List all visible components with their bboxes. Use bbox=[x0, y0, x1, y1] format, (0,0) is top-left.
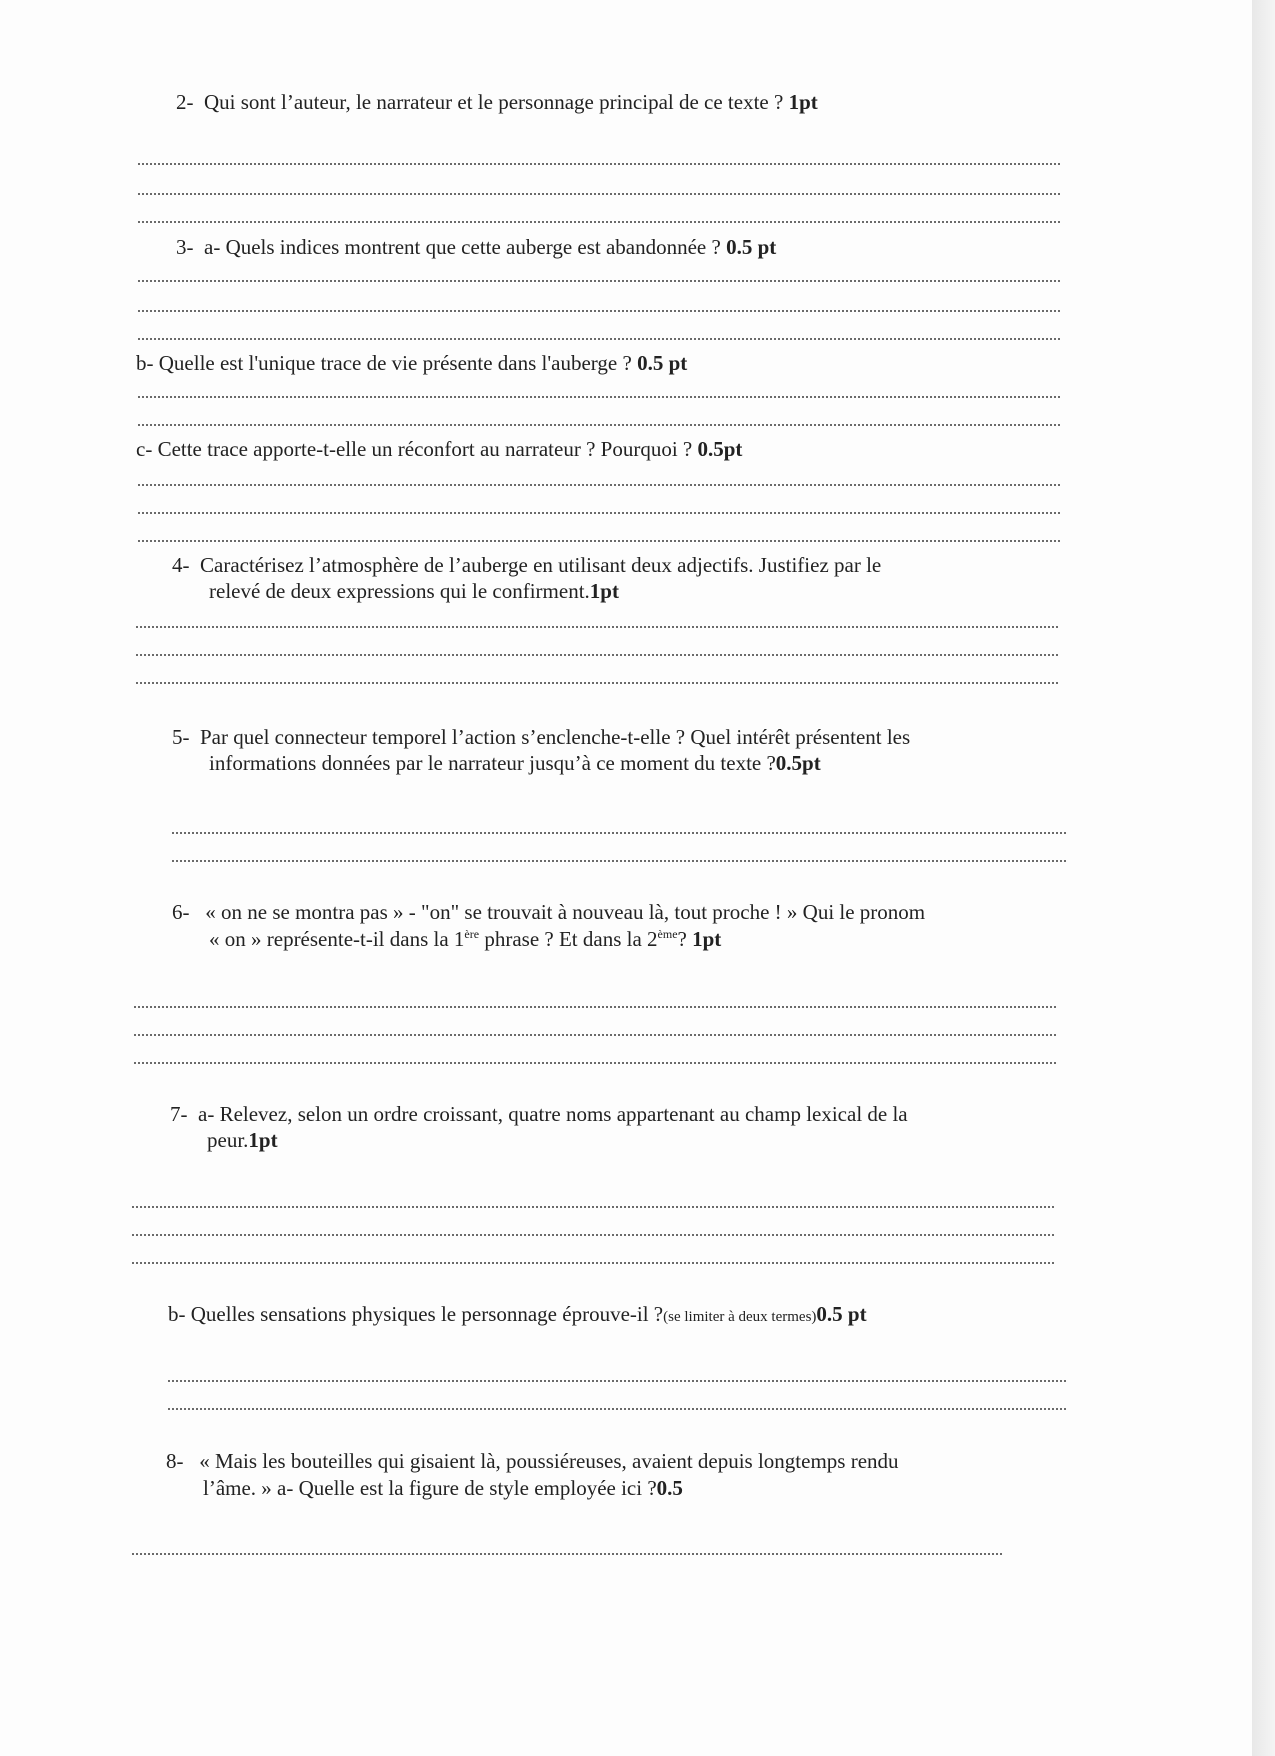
answer-line[interactable] bbox=[138, 310, 1060, 312]
answer-line[interactable] bbox=[134, 1006, 1056, 1008]
question-text-line-1: a- Relevez, selon un ordre croissant, quatre noms appartenant au champ lexical de la bbox=[198, 1102, 908, 1126]
answer-line[interactable] bbox=[136, 682, 1058, 684]
question-text-line-2: l’âme. » a- Quelle est la figure de style employée ici ? bbox=[203, 1476, 657, 1500]
answer-line[interactable] bbox=[138, 338, 1060, 340]
question-8-line-2 bbox=[203, 1476, 683, 1501]
question-text-line-1: « on ne se montra pas » - "on" se trouvait à nouveau là, tout proche ! » Qui le pronom bbox=[205, 900, 926, 924]
answer-line[interactable] bbox=[138, 396, 1060, 398]
answer-line[interactable] bbox=[138, 193, 1060, 195]
question-4 bbox=[172, 553, 881, 578]
question-text-part: ? bbox=[677, 927, 687, 951]
answer-line[interactable] bbox=[138, 484, 1060, 486]
question-6 bbox=[172, 900, 925, 925]
question-8 bbox=[166, 1449, 899, 1474]
superscript: ème bbox=[657, 927, 678, 941]
superscript: ère bbox=[464, 927, 480, 941]
question-number: 8- bbox=[166, 1449, 184, 1473]
answer-line[interactable] bbox=[134, 1034, 1056, 1036]
answer-line[interactable] bbox=[172, 832, 1066, 834]
answer-line[interactable] bbox=[134, 1062, 1056, 1064]
question-text: Qui sont l’auteur, le narrateur et le personnage principal de ce texte ? bbox=[204, 90, 784, 114]
question-text: a- Quels indices montrent que cette auberge est abandonnée ? bbox=[204, 235, 721, 259]
question-text-line-1: Par quel connecteur temporel l’action s’enclenche-t-elle ? Quel intérêt présentent les bbox=[200, 725, 911, 749]
question-text: b- Quelle est l'unique trace de vie présente dans l'auberge ? bbox=[136, 351, 632, 375]
answer-line[interactable] bbox=[138, 163, 1060, 165]
question-points: 0.5pt bbox=[775, 751, 821, 775]
answer-line[interactable] bbox=[138, 512, 1060, 514]
answer-line[interactable] bbox=[138, 540, 1060, 542]
question-5-line-2 bbox=[209, 751, 821, 776]
question-6-line-2 bbox=[209, 927, 721, 952]
question-number: 2- bbox=[176, 90, 194, 114]
question-7b bbox=[168, 1302, 867, 1330]
question-points: 0.5pt bbox=[697, 437, 743, 461]
question-text: c- Cette trace apporte-t-elle un réconfort au narrateur ? Pourquoi ? bbox=[136, 437, 693, 461]
answer-line[interactable] bbox=[172, 860, 1066, 862]
answer-line[interactable] bbox=[136, 626, 1058, 628]
question-7a bbox=[170, 1102, 908, 1127]
question-text-part: phrase ? Et dans la 2 bbox=[479, 927, 658, 951]
question-number: 4- bbox=[172, 553, 190, 577]
answer-line[interactable] bbox=[168, 1408, 1066, 1410]
answer-line[interactable] bbox=[138, 221, 1060, 223]
answer-line[interactable] bbox=[136, 654, 1058, 656]
answer-line[interactable] bbox=[132, 1262, 1054, 1264]
question-number: 7- bbox=[170, 1102, 188, 1126]
question-5 bbox=[172, 725, 910, 750]
question-text-line-2: relevé de deux expressions qui le confirment. bbox=[209, 579, 590, 603]
question-7a-line-2 bbox=[207, 1128, 278, 1153]
answer-line[interactable] bbox=[132, 1234, 1054, 1236]
question-points: 0.5 pt bbox=[816, 1302, 867, 1326]
question-number: 3- bbox=[176, 235, 194, 259]
question-2 bbox=[176, 90, 818, 115]
question-3b bbox=[136, 351, 687, 376]
question-points: 1pt bbox=[589, 579, 619, 603]
question-number: 5- bbox=[172, 725, 190, 749]
question-note: (se limiter à deux termes) bbox=[663, 1309, 817, 1325]
question-3a bbox=[176, 235, 776, 260]
question-number: 6- bbox=[172, 900, 190, 924]
question-points: 1pt bbox=[788, 90, 818, 114]
question-points: 1pt bbox=[692, 927, 722, 951]
question-4-line-2 bbox=[209, 579, 619, 604]
question-points: 1pt bbox=[248, 1128, 278, 1152]
scan-edge bbox=[1252, 0, 1275, 1756]
question-text-line-2: informations données par le narrateur jusqu’à ce moment du texte ? bbox=[209, 751, 776, 775]
question-text-line-2: peur. bbox=[207, 1128, 249, 1152]
answer-line[interactable] bbox=[168, 1380, 1066, 1382]
answer-line[interactable] bbox=[138, 424, 1060, 426]
answer-line[interactable] bbox=[132, 1553, 1002, 1555]
question-points: 0.5 pt bbox=[726, 235, 777, 259]
question-text-part: « on » représente-t-il dans la 1 bbox=[209, 927, 465, 951]
answer-line[interactable] bbox=[132, 1206, 1054, 1208]
question-points: 0.5 bbox=[656, 1476, 683, 1500]
question-points: 0.5 pt bbox=[637, 351, 688, 375]
question-3c bbox=[136, 437, 742, 462]
question-text-line-1: Caractérisez l’atmosphère de l’auberge en utilisant deux adjectifs. Justifiez par le bbox=[200, 553, 882, 577]
question-text: b- Quelles sensations physiques le personnage éprouve-il ? bbox=[168, 1302, 664, 1326]
answer-line[interactable] bbox=[138, 280, 1060, 282]
question-text-line-1: « Mais les bouteilles qui gisaient là, poussiéreuses, avaient depuis longtemps rendu bbox=[199, 1449, 899, 1473]
